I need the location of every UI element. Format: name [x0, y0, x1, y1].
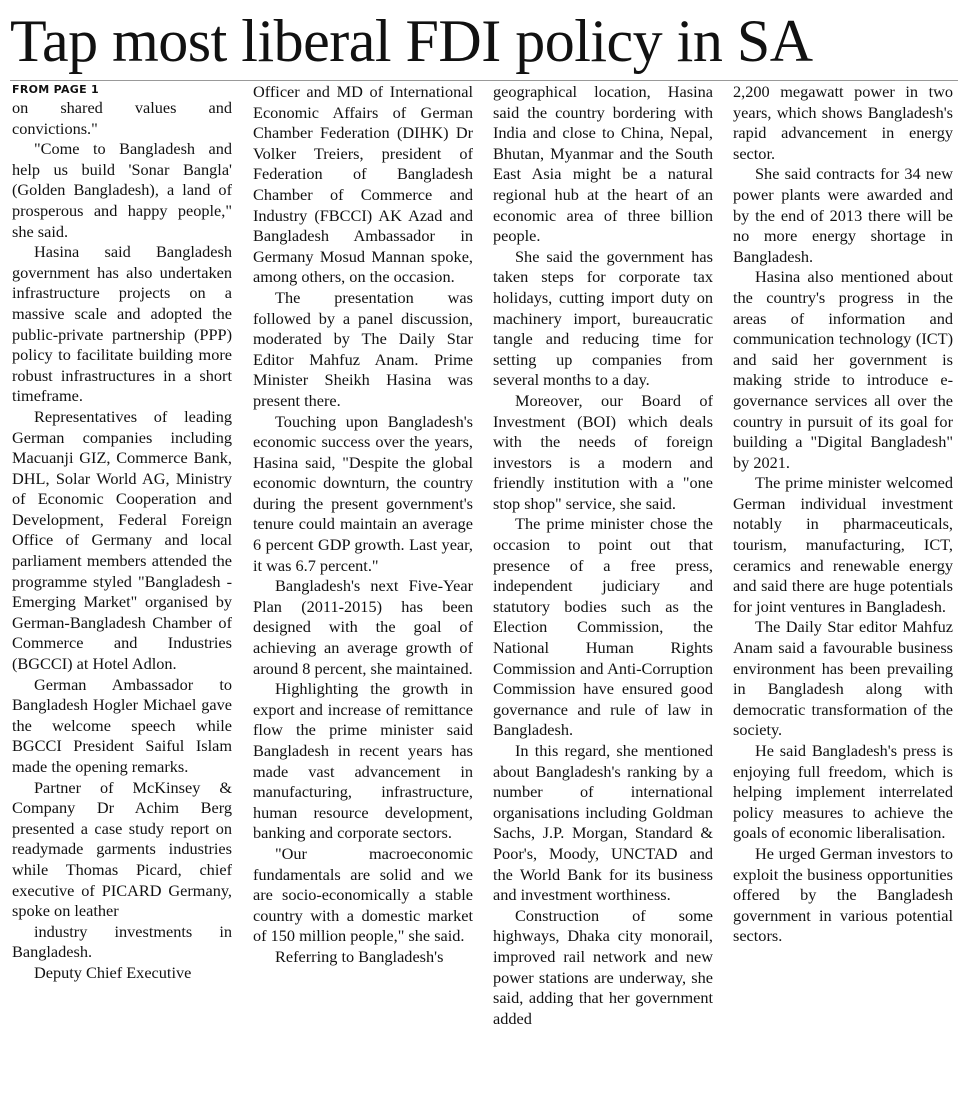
article-paragraph: Officer and MD of International Economic Affairs of German Chamber Federation (DIHK) Dr Volker Treiers, president of Federation of Bangladesh Chamber of Commerce and Industry (FBCCI) AK Azad and Bangladesh Ambassador in Germany Mosud Mannan spoke, among others, on the occasion. [253, 82, 473, 287]
article-paragraph: Highlighting the growth in export and increase of remittance flow the prime minister said Bangladesh in recent years has made vast advancement in manufacturing, infrastructure, human resource development, banking and corporate sectors. [253, 679, 473, 843]
article-paragraph: industry investments in Bangladesh. [12, 921, 232, 962]
article-paragraph: on shared values and convictions." [12, 98, 232, 138]
article-paragraph: Partner of McKinsey & Company Dr Achim Berg presented a case study report on readymade garments industries while Thomas Picard, chief executive of PICARD Germany, spoke on leather [12, 777, 232, 921]
article-paragraph: Construction of some highways, Dhaka city monorail, improved rail network and new power stations are underway, she said, adding that her government added [493, 905, 713, 1028]
article-paragraph: She said contracts for 34 new power plants were awarded and by the end of 2013 there will be no more energy shortage in Bangladesh. [733, 164, 953, 266]
article-paragraph: In this regard, she mentioned about Bangladesh's ranking by a number of international organisations including Goldman Sachs, J.P. Morgan, Standard & Poor's, Moody, UNCTAD and the World Bank for its business and investment worthiness. [493, 741, 713, 905]
continuation-kicker: FROM PAGE 1 [12, 83, 100, 96]
article-paragraph: 2,200 megawatt power in two years, which shows Bangladesh's rapid advancement in energy sector. [733, 82, 953, 163]
article-paragraph: He said Bangladesh's press is enjoying full freedom, which is helping implement interrelated policy measures to achieve the goals of economic liberalisation. [733, 741, 953, 843]
article-column-4 [733, 82, 953, 1114]
article-paragraph: Representatives of leading German companies including Macuanji GIZ, Commerce Bank, DHL, Solar World AG, Ministry of Economic Cooperation and Development, Federal Foreign Office of Germany and local parliament members attended the programme styled "Bangladesh - Emerging Market" organised by German-Bangladesh Chamber of Commerce and Industries (BGCCI) at Hotel Adlon. [12, 406, 232, 674]
article-paragraph: The prime minister chose the occasion to point out that presence of a free press, independent judiciary and statutory bodies such as the Election Commission, the National Human Rights Commission and Anti-Corruption Commission have ensured good governance and rule of law in Bangladesh. [493, 514, 713, 740]
article-paragraph: geographical location, Hasina said the country bordering with India and close to China, Nepal, Bhutan, Myanmar and the South East Asia might be a natural regional hub at the heart of an economic area of three billion people. [493, 82, 713, 246]
article-paragraph: German Ambassador to Bangladesh Hogler Michael gave the welcome speech while BGCCI President Saiful Islam made the opening remarks. [12, 674, 232, 776]
article-paragraph: The presentation was followed by a panel discussion, moderated by The Daily Star Editor Mahfuz Anam. Prime Minister Sheikh Hasina was present there. [253, 287, 473, 410]
article-paragraph: Hasina also mentioned about the country's progress in the areas of information and communication technology (ICT) and said her government is making stride to introduce e-governance services all over the country in pursuit of its goal for building a "Digital Bangladesh" by 2021. [733, 267, 953, 472]
article-paragraph: Hasina said Bangladesh government has also undertaken infrastructure projects on a massive scale and adopted the public-private partnership (PPP) policy to facilitate building more robust infrastructures in a short timeframe. [12, 242, 232, 406]
headline-rule [10, 80, 958, 81]
article-paragraph: Touching upon Bangladesh's economic success over the years, Hasina said, "Despite the global economic downturn, the country during the present government's tenure could maintain an average 6 percent GDP growth. Last year, it was 6.7 percent." [253, 411, 473, 575]
article-paragraph: Bangladesh's next Five-Year Plan (2011-2015) has been designed with the goal of achieving an average growth of around 8 percent, she maintained. [253, 576, 473, 678]
article-paragraph: Referring to Bangladesh's [275, 946, 444, 966]
article-column-1 [12, 82, 232, 1114]
headline: Tap most liberal FDI policy in SA [10, 8, 813, 74]
article-paragraph: "Our macroeconomic fundamentals are solid and we are socio-economically a stable country with a domestic market of 150 million people," she said. [253, 843, 473, 946]
article-paragraph: She said the government has taken steps for corporate tax holidays, cutting import duty on machinery import, bureaucratic tangle and reducing time for setting up companies from several months to a day. [493, 246, 713, 390]
article-column-2 [253, 82, 473, 1114]
article-paragraph: He urged German investors to exploit the business opportunities offered by the Bangladesh government in various potential sectors. [733, 843, 953, 946]
article-paragraph: The prime minister welcomed German individual investment notably in pharmaceuticals, tourism, manufacturing, ICT, ceramics and renewable energy and said there are huge potentials for joint ventures in Bangladesh. [733, 473, 953, 616]
article-paragraph: Deputy Chief Executive [34, 962, 192, 982]
article-paragraph: The Daily Star editor Mahfuz Anam said a favourable business environment has been prevailing in Bangladesh along with democratic transformation of the society. [733, 617, 953, 740]
article-paragraph: "Come to Bangladesh and help us build 'Sonar Bangla' (Golden Bangladesh), a land of prosperous and happy people," she said. [12, 139, 232, 241]
article-column-3 [493, 82, 713, 1114]
article-paragraph: Moreover, our Board of Investment (BOI) which deals with the needs of foreign investors is a modern and friendly institution with a "one stop shop" service, she said. [493, 390, 713, 513]
